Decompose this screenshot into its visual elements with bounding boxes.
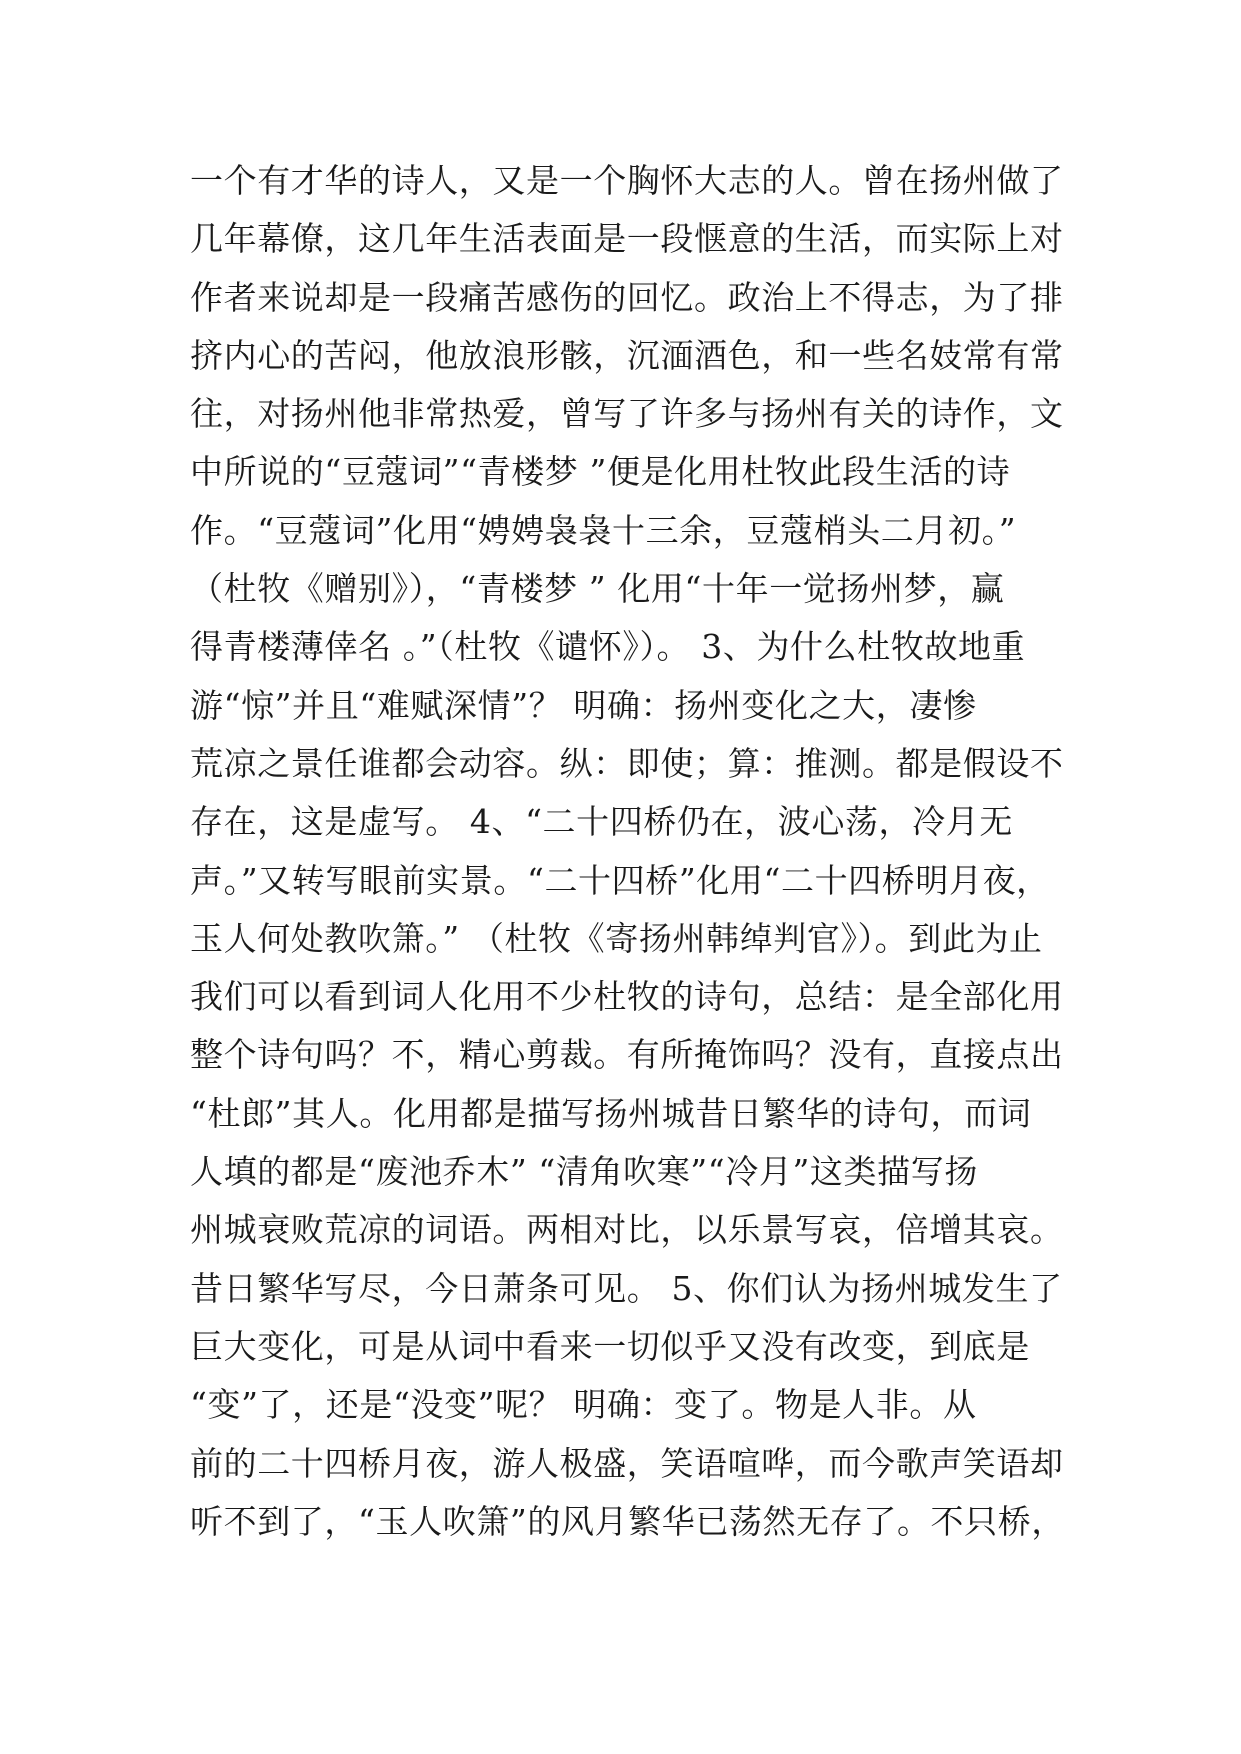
text-line: 得青楼薄倖名 。”（杜牧《谴怀》）。 3、为什么杜牧故地重 bbox=[190, 627, 1026, 667]
text-line: 州城衰败荒凉的词语。两相对比，以乐景写哀，倍增其哀。 bbox=[190, 1210, 1064, 1250]
text-line: 作者来说却是一段痛苦感伤的回忆。政治上不得志，为了排 bbox=[190, 277, 1064, 317]
text-line: 我们可以看到词人化用不少杜牧的诗句，总结：是全部化用 bbox=[190, 977, 1064, 1017]
text-line: 挤内心的苦闷，他放浪形骸，沉湎酒色，和一些名妓常有常 bbox=[190, 335, 1064, 375]
text-line: 存在，这是虚写。 4、“二十四桥仍在，波心荡，冷月无 bbox=[190, 802, 1013, 842]
text-line: 前的二十四桥月夜，游人极盛，笑语喧哗，而今歌声笑语却 bbox=[190, 1443, 1064, 1483]
text-line: 几年幕僚，这几年生活表面是一段惬意的生活，而实际上对 bbox=[190, 219, 1064, 259]
text-line: 巨大变化，可是从词中看来一切似乎又没有改变，到底是 bbox=[190, 1326, 1030, 1366]
body-text bbox=[190, 152, 1070, 1551]
text-line: 游“惊”并且“难赋深情”？ 明确：扬州变化之大，凄惨 bbox=[190, 685, 977, 725]
text-line: 听不到了，“玉人吹箫”的风月繁华已荡然无存了。不只桥， bbox=[190, 1501, 1065, 1541]
text-line: 往，对扬州他非常热爱，曾写了许多与扬州有关的诗作，文 bbox=[190, 394, 1064, 434]
text-line: “杜郎”其人。化用都是描写扬州城昔日繁华的诗句，而词 bbox=[190, 1093, 1032, 1133]
text-line: “变”了，还是“没变”呢？ 明确：变了。物是人非。从 bbox=[190, 1385, 977, 1425]
text-line: 声。”又转写眼前实景。“二十四桥”化用“二十四桥明月夜， bbox=[190, 860, 1050, 900]
text-line: 中所说的“豆蔻词”“青楼梦 ”便是化用杜牧此段生活的诗 bbox=[190, 452, 1011, 492]
text-line: （杜牧《赠别》），“青楼梦 ” 化用“十年一觉扬州梦，赢 bbox=[190, 569, 1005, 609]
text-line: 人填的都是“废池乔木” “清角吹寒”“冷月”这类描写扬 bbox=[190, 1152, 978, 1192]
text-line: 荒凉之景任谁都会动容。纵：即使；算：推测。都是假设不 bbox=[190, 743, 1064, 783]
text-line: 玉人何处教吹箫。” （杜牧《寄扬州韩绰判官》）。到此为止 bbox=[190, 918, 1043, 958]
text-line: 整个诗句吗？不，精心剪裁。有所掩饰吗？没有，直接点出 bbox=[190, 1035, 1064, 1075]
text-line: 昔日繁华写尽，今日萧条可见。 5、你们认为扬州城发生了 bbox=[190, 1268, 1063, 1308]
text-line: 一个有才华的诗人，又是一个胸怀大志的人。曾在扬州做了 bbox=[190, 161, 1064, 200]
text-line: 作。“豆蔻词”化用“娉娉袅袅十三余，豆蔻梢头二月初。” bbox=[190, 510, 1017, 550]
